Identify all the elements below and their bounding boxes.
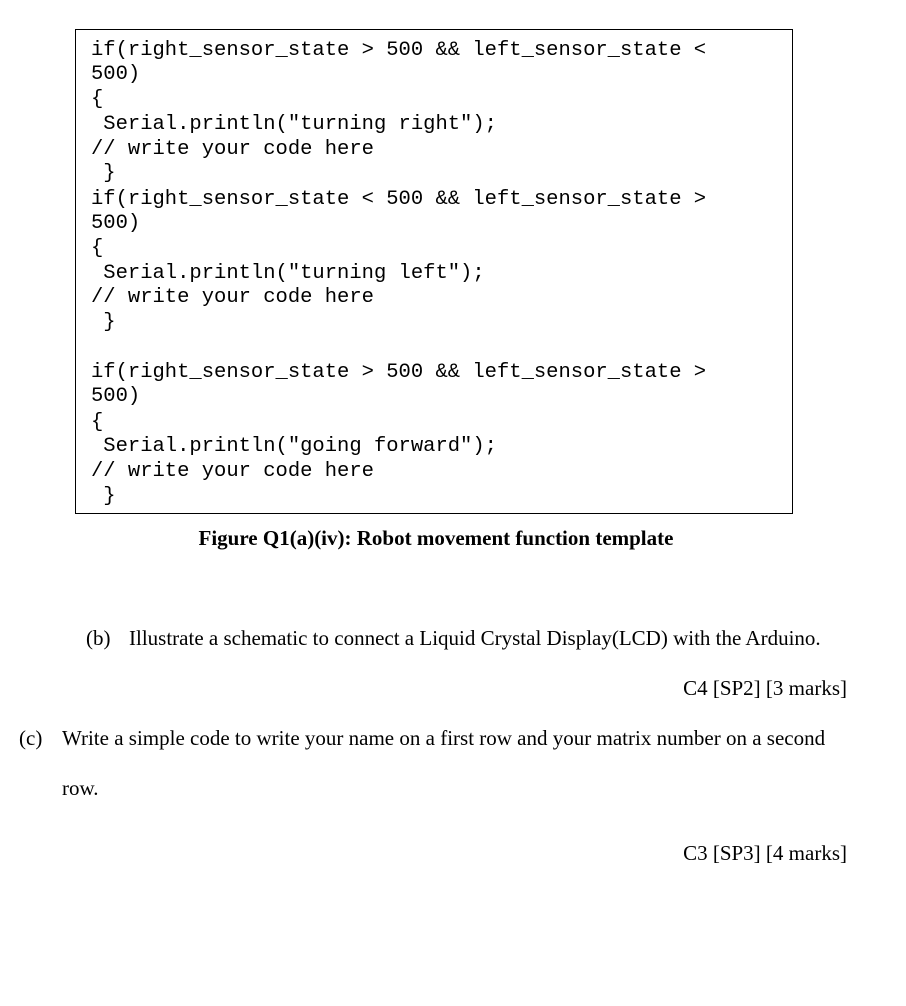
question-c-text-line1: Write a simple code to write your name on a first row and your matrix number on a second <box>62 726 826 750</box>
code-line: Serial.println("turning left"); <box>91 262 485 285</box>
code-line: // write your code here <box>91 286 374 309</box>
code-line: Serial.println("going forward"); <box>91 435 497 458</box>
question-b-text: Illustrate a schematic to connect a Liquid Crystal Display(LCD) with the Arduino. <box>129 626 821 650</box>
question-c-label: (c) <box>19 726 43 750</box>
code-line: // write your code here <box>91 460 374 483</box>
code-line: 500) <box>91 63 141 86</box>
code-line: if(right_sensor_state < 500 && left_sensor_state > <box>91 188 707 211</box>
code-line: if(right_sensor_state > 500 && left_sensor_state > <box>91 361 707 384</box>
code-line: { <box>91 88 104 111</box>
code-line: } <box>91 162 116 185</box>
question-c-marks: C3 [SP3] [4 marks] <box>683 841 847 865</box>
code-template-box <box>75 29 793 514</box>
code-line: Serial.println("turning right"); <box>91 113 497 136</box>
figure-caption: Figure Q1(a)(iv): Robot movement function template <box>198 526 674 550</box>
code-line: } <box>91 311 116 334</box>
question-b-label: (b) <box>86 626 111 650</box>
question-c-text-line2: row. <box>62 776 99 800</box>
code-line: { <box>91 411 104 434</box>
code-line: } <box>91 485 116 508</box>
code-line: 500) <box>91 212 141 235</box>
code-line: // write your code here <box>91 138 374 161</box>
code-line: if(right_sensor_state > 500 && left_sensor_state < <box>91 39 707 62</box>
code-line: 500) <box>91 385 141 408</box>
code-line: { <box>91 237 104 260</box>
question-b-marks: C4 [SP2] [3 marks] <box>683 676 847 700</box>
